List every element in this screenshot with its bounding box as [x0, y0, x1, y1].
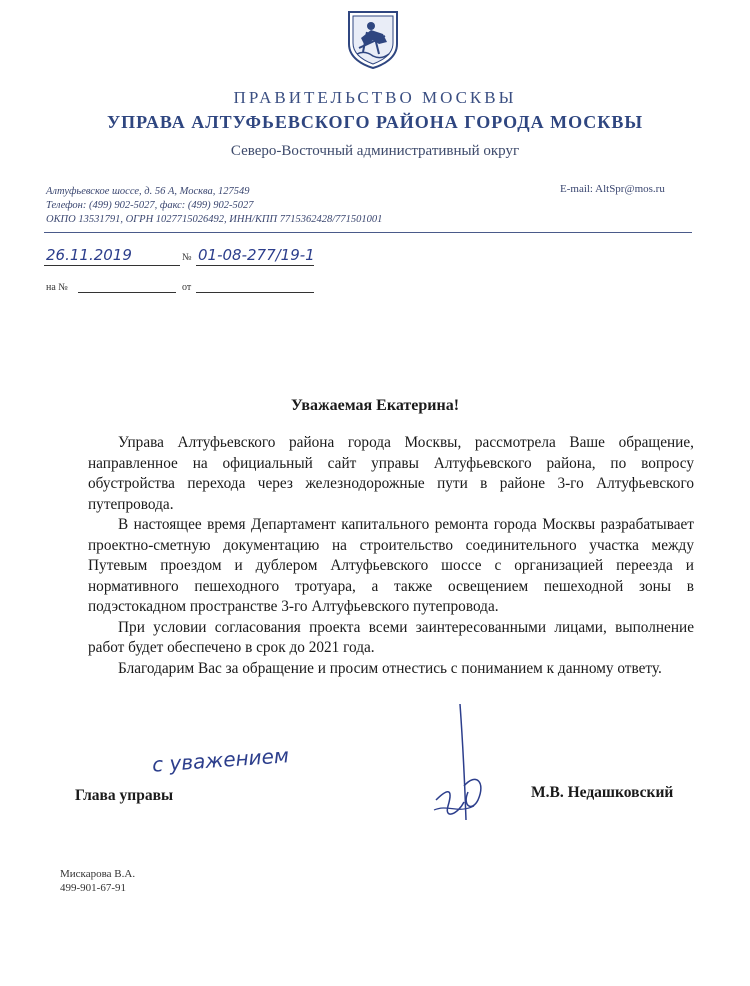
signatory-name: М.В. Недашковский [531, 784, 674, 801]
paragraph-1: Управа Алтуфьевского района города Москвы, рассмотрела Ваше обращение, направленное на официальный сайт управы Алтуфьевского района, по вопросу обустройства перехода через железнодорожные пути в районе 3-го Алтуфьевского путепровода. [88, 434, 694, 513]
registration-number: 01-08-277/19-1 [198, 246, 315, 264]
number-underline [196, 265, 314, 266]
paragraph-4: Благодарим Вас за обращение и просим отнестись с пониманием к данному ответу. [118, 659, 662, 677]
government-header: ПРАВИТЕЛЬСТВО МОСКВЫ [233, 88, 517, 107]
greeting: Уважаемая Екатерина! [290, 397, 460, 414]
codes-line: ОКПО 13531791, ОГРН 1027715026492, ИНН/КПП 7715362428/771501001 [46, 214, 383, 225]
handwritten-regards: с уважением [151, 743, 290, 777]
header-separator [44, 232, 692, 233]
organization-title: УПРАВА АЛТУФЬЕВСКОГО РАЙОНА ГОРОДА МОСКВЫ [106, 112, 644, 132]
executor-name: Мискарова В.А. [60, 868, 136, 880]
district-subtitle: Северо-Восточный административный округ [230, 143, 520, 159]
handwritten-signature [428, 702, 508, 832]
number-prefix: № [182, 252, 192, 263]
paragraph-2: В настоящее время Департамент капитального ремонта города Москвы разрабатывает проектно-сметную документацию на строительство соединительного участка между Путевым проездом и дублером Алтуфьевского шоссе с организацией переезда и нормативного пешеходного тротуара, а также освещением пешеходной зоны в подэстокадном пространстве 3-го Алтуфьевского путепровода. [88, 516, 694, 615]
date-underline [44, 265, 180, 266]
reference-underline [78, 292, 176, 293]
registration-date: 26.11.2019 [46, 246, 132, 264]
reference-label: на № [46, 282, 68, 293]
signatory-title: Глава управы [75, 787, 174, 804]
moscow-coat-of-arms-emblem [343, 8, 403, 70]
phone-line: Телефон: (499) 902-5027, факс: (499) 902-5027 [46, 200, 254, 211]
from-label: от [182, 282, 192, 293]
letter-body [88, 433, 694, 679]
executor-phone: 499-901-67-91 [60, 882, 126, 894]
from-underline [196, 292, 314, 293]
address-line: Алтуфьевское шоссе, д. 56 А, Москва, 127549 [46, 186, 250, 197]
email-line: E-mail: AltSpr@mos.ru [560, 183, 665, 195]
paragraph-3: При условии согласования проекта всеми заинтересованными лицами, выполнение работ будет обеспечено в срок до 2021 года. [88, 618, 694, 656]
